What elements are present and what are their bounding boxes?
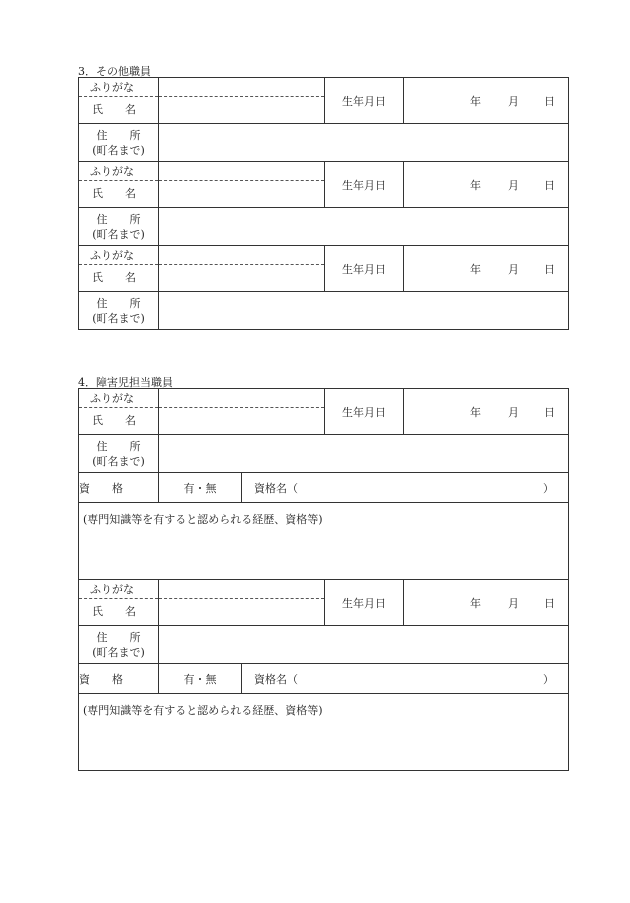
birthdate-input[interactable]	[404, 78, 569, 124]
furigana-input[interactable]	[159, 163, 324, 181]
address-label: 住 所	[96, 212, 141, 226]
birthdate-input[interactable]	[404, 389, 569, 435]
address-sub-label: (町名まで)	[92, 311, 145, 325]
year-label: 年	[470, 405, 481, 419]
qualification-choice[interactable]: 有・無	[159, 473, 242, 503]
name-input[interactable]	[159, 97, 324, 123]
year-label: 年	[470, 178, 481, 192]
name-row	[79, 389, 569, 435]
month-label: 月	[508, 596, 519, 610]
day-label: 日	[544, 405, 555, 419]
address-label: 住 所	[96, 630, 141, 644]
month-label: 月	[508, 262, 519, 276]
day-label: 日	[544, 596, 555, 610]
remark-label: (専門知識等を有すると認められる経歴、資格等)	[83, 513, 323, 526]
section4-table	[78, 388, 569, 771]
name-input[interactable]	[159, 599, 324, 625]
address-label: 住 所	[96, 439, 141, 453]
year-label: 年	[470, 596, 481, 610]
name-row	[79, 246, 569, 292]
year-label: 年	[470, 94, 481, 108]
year-label: 年	[470, 262, 481, 276]
furigana-input[interactable]	[159, 581, 324, 599]
qualification-row	[79, 664, 569, 694]
birth-label: 生年月日	[325, 78, 404, 124]
address-input[interactable]	[159, 292, 569, 330]
address-sub-label: (町名まで)	[92, 645, 145, 659]
name-row	[79, 162, 569, 208]
address-row	[79, 435, 569, 473]
qualification-name-close: ）	[543, 672, 554, 686]
name-label: 氏 名	[92, 186, 136, 200]
name-input[interactable]	[159, 265, 324, 291]
qualification-name-open: 資格名（	[254, 481, 298, 495]
birthdate-input[interactable]	[404, 162, 569, 208]
section3-heading: 3．その他職員	[78, 65, 151, 78]
birthdate-input[interactable]	[404, 246, 569, 292]
day-label: 日	[544, 94, 555, 108]
birth-label: 生年月日	[325, 246, 404, 292]
qualification-name-open: 資格名（	[254, 672, 298, 686]
furigana-label: ふりがな	[79, 390, 158, 408]
birth-label: 生年月日	[325, 162, 404, 208]
qualification-name-input[interactable]	[242, 664, 569, 694]
name-label: 氏 名	[92, 413, 136, 427]
qualification-name-close: ）	[543, 481, 554, 495]
remark-field[interactable]	[79, 694, 569, 771]
qualification-choice[interactable]: 有・無	[159, 664, 242, 694]
name-label: 氏 名	[92, 102, 136, 116]
section4-heading: 4．障害児担当職員	[78, 376, 173, 389]
address-input[interactable]	[159, 435, 569, 473]
address-row	[79, 208, 569, 246]
day-label: 日	[544, 178, 555, 192]
furigana-input[interactable]	[159, 390, 324, 408]
section3-table	[78, 77, 569, 330]
remark-row	[79, 503, 569, 580]
birthdate-input[interactable]	[404, 580, 569, 626]
address-sub-label: (町名まで)	[92, 227, 145, 241]
month-label: 月	[508, 178, 519, 192]
furigana-label: ふりがな	[79, 163, 158, 181]
address-input[interactable]	[159, 208, 569, 246]
furigana-input[interactable]	[159, 79, 324, 97]
address-label: 住 所	[96, 128, 141, 142]
furigana-label: ふりがな	[79, 581, 158, 599]
furigana-label: ふりがな	[79, 79, 158, 97]
qualification-label: 資 格	[79, 473, 159, 503]
address-input[interactable]	[159, 124, 569, 162]
address-row	[79, 124, 569, 162]
name-input[interactable]	[159, 181, 324, 207]
name-label: 氏 名	[92, 270, 136, 284]
name-row	[79, 78, 569, 124]
furigana-label: ふりがな	[79, 247, 158, 265]
qualification-label: 資 格	[79, 664, 159, 694]
address-sub-label: (町名まで)	[92, 454, 145, 468]
month-label: 月	[508, 405, 519, 419]
qualification-name-input[interactable]	[242, 473, 569, 503]
day-label: 日	[544, 262, 555, 276]
qualification-row	[79, 473, 569, 503]
remark-field[interactable]	[79, 503, 569, 580]
address-row	[79, 626, 569, 664]
remark-label: (専門知識等を有すると認められる経歴、資格等)	[83, 704, 323, 717]
address-label: 住 所	[96, 296, 141, 310]
address-sub-label: (町名まで)	[92, 143, 145, 157]
month-label: 月	[508, 94, 519, 108]
name-row	[79, 580, 569, 626]
birth-label: 生年月日	[325, 580, 404, 626]
name-label: 氏 名	[92, 604, 136, 618]
furigana-input[interactable]	[159, 247, 324, 265]
birth-label: 生年月日	[325, 389, 404, 435]
name-input[interactable]	[159, 408, 324, 434]
remark-row	[79, 694, 569, 771]
address-row	[79, 292, 569, 330]
address-input[interactable]	[159, 626, 569, 664]
